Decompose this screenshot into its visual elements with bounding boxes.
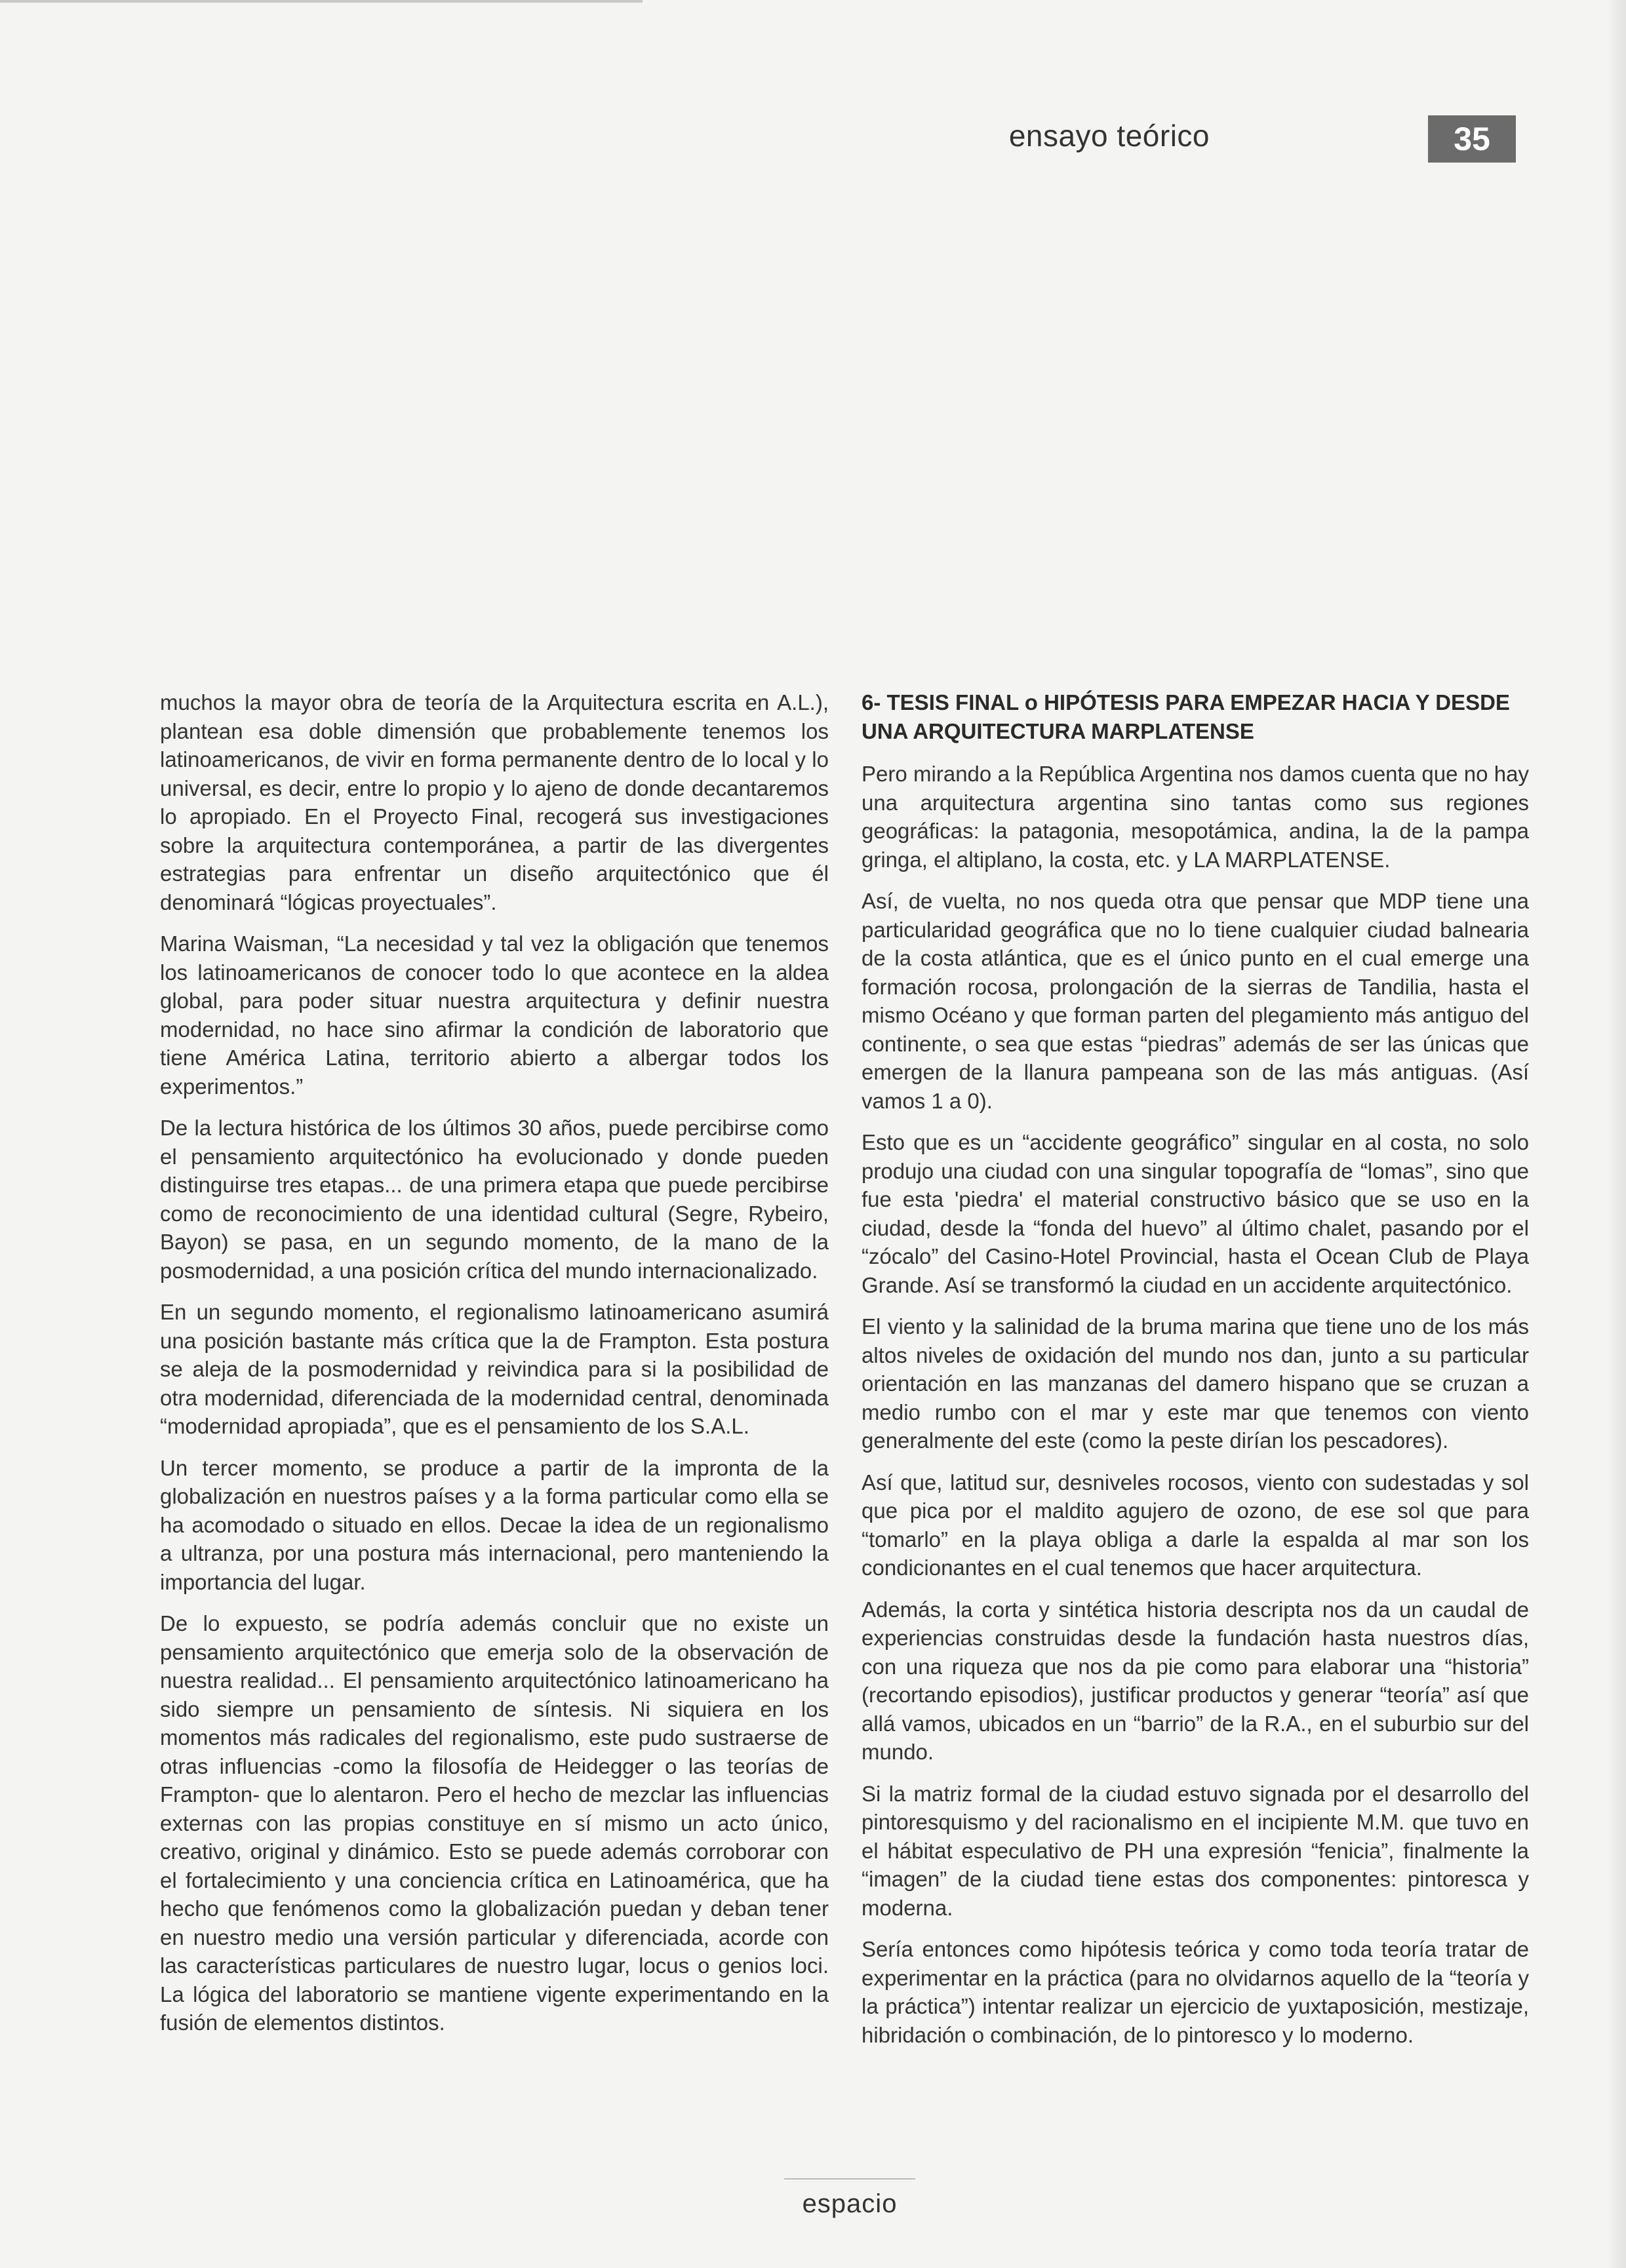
paragraph: Esto que es un “accidente geográfico” singular en al costa, no solo produjo una ciudad con una singular topografía de “lomas”, sino que fue esta 'piedra' el material constructivo básico que se uso en la ciudad, desde la “fonda del huevo” al último chalet, pasando por el “zócalo” del Casino-Hotel Provincial, hasta el Ocean Club de Playa Grande. Así se transformó la ciudad en un accidente arquitectónico. <box>862 1130 1529 1297</box>
page-edge-top <box>0 0 643 3</box>
footer-magazine-name: espacio <box>802 2189 898 2218</box>
section-heading: 6- TESIS FINAL o HIPÓTESIS PARA EMPEZAR HACIA Y DESDE UNA ARQUITECTURA MARPLATENSE <box>862 690 1510 743</box>
paragraph: Un tercer momento, se produce a partir de la impronta de la globalización en nuestros países y a la forma particular como ella se ha acomodado o situado en ellos. Decae la idea de un regionalismo a ultranza, por una postura más internacional, pero manteniendo la importancia del lugar. <box>160 1455 829 1594</box>
page-number-badge: 35 <box>1428 115 1516 163</box>
right-column <box>862 688 1529 2062</box>
paragraph: El viento y la salinidad de la bruma marina que tiene uno de los más altos niveles de oxidación del mundo nos dan, junto a su particular orientación en las manzanas del damero hispano que se cruzan a medio rumbo con el mar y este mar que tenemos con viento generalmente del este (como la peste dirían los pescadores). <box>862 1314 1529 1453</box>
paragraph: Si la matriz formal de la ciudad estuvo signada por el desarrollo del pintoresquismo y del racionalismo en el incipiente M.M. que tuvo en el hábitat especulativo de PH una expresión “fenicia”, finalmente la “imagen” de la ciudad tiene estas dos componentes: pintoresca y moderna. <box>862 1781 1529 1920</box>
paragraph: Así, de vuelta, no nos queda otra que pensar que MDP tiene una particularidad geográfica que no lo tiene cualquier ciudad balnearia de la costa atlántica, que es el único punto en el cual emerge una formación rocosa, prolongación de la sierras de Tandilia, hasta el mismo Océano y que forman parten del plegamiento más antiguo del continente, o sea que estas “piedras” además de ser las únicas que emergen de la llanura pampeana son de las más antiguas. (Así vamos 1 a 0). <box>862 889 1529 1113</box>
page-edge-right <box>1606 0 1626 2268</box>
paragraph: De lo expuesto, se podría además concluir que no existe un pensamiento arquitectónico que emerja solo de la observación de nuestra realidad... El pensamiento arquitectónico latinoamericano ha sido siempre un pensamiento de síntesis. Ni siquiera en los momentos más radicales del regionalismo, este pudo sustraerse de otras influencias -como la filosofía de Heidegger o las teorías de Frampton- que lo alentaron. Pero el hecho de mezclar las influencias externas con las propias constituye en sí mismo un acto único, creativo, original y dinámico. Esto se puede además corroborar con el fortalecimiento y una conciencia crítica en Latinoamérica, que ha hecho que fenómenos como la globalización puedan y deban tener en nuestro medio una versión particular y diferenciada, acorde con las características particulares de nuestro lugar, locus o genios loci. La lógica del laboratorio se mantiene vigente experimentando en la fusión de elementos distintos. <box>160 1611 829 2035</box>
paragraph: Marina Waisman, “La necesidad y tal vez la obligación que tenemos los latinoamericanos de conocer todo lo que acontece en la aldea global, para poder situar nuestra arquitectura y definir nuestra modernidad, no hace sino afirmar la condición de laboratorio que tiene América Latina, territorio abierto a albergar todos los experimentos.” <box>160 931 829 1099</box>
paragraph: De la lectura histórica de los últimos 30 años, puede percibirse como el pensamiento arquitectónico ha evolucionado y donde pueden distinguirse tres etapas... de una primera etapa que puede percibirse como de reconocimiento de una identidad cultural (Segre, Rybeiro, Bayon) se pasa, en un segundo momento, de la mano de la posmodernidad, a una posición crítica del mundo internacionalizado. <box>160 1116 829 1283</box>
footer-rule <box>784 2178 915 2180</box>
paragraph: Así que, latitud sur, desniveles rocosos, viento con sudestadas y sol que pica por el maldito agujero de ozono, de ese sol que para “tomarlo” en la playa obliga a darle la espalda al mar son los condicionantes en el cual tenemos que hacer arquitectura. <box>862 1470 1529 1580</box>
paragraph: En un segundo momento, el regionalismo latinoamericano asumirá una posición bastante más crítica que la de Frampton. Esta postura se aleja de la posmodernidad y reivindica para si la posibilidad de otra modernidad, diferenciada de la modernidad central, denominada “modernidad apropiada”, que es el pensamiento de los S.A.L. <box>160 1300 829 1438</box>
left-column <box>160 688 829 2050</box>
paragraph: Pero mirando a la República Argentina nos damos cuenta que no hay una arquitectura argentina sino tantas como sus regiones geográficas: la patagonia, mesopotámica, andina, la de la pampa gringa, el altiplano, la costa, etc. y LA MARPLATENSE. <box>862 762 1529 872</box>
paragraph: Además, la corta y sintética historia descripta nos da un caudal de experiencias construidas desde la fundación hasta nuestros días, con una riqueza que nos da pie como para elaborar una “historia” (recortando episodios), justificar productos y generar “teoría” así que allá vamos, ubicados en un “barrio” de la R.A., en el suburbio sur del mundo. <box>862 1597 1529 1764</box>
section-label: ensayo teórico <box>1008 119 1210 153</box>
paragraph: muchos la mayor obra de teoría de la Arquitectura escrita en A.L.), plantean esa doble dimensión que probablemente tenemos los latinoamericanos, de vivir en forma permanente dentro de lo local y lo universal, es decir, entre lo propio y lo ajeno de donde decantaremos lo apropiado. En el Proyecto Final, recogerá sus investigaciones sobre la arquitectura contemporánea, a partir de las divergentes estrategias para enfrentar un diseño arquitectónico que él denominará “lógicas proyectuales”. <box>160 690 829 914</box>
paragraph: Sería entonces como hipótesis teórica y como toda teoría tratar de experimentar en la práctica (para no olvidarnos aquello de la “teoría y la práctica”) intentar realizar un ejercicio de yuxtaposición, mestizaje, hibridación o combinación, de lo pintoresco y lo moderno. <box>862 1937 1529 2047</box>
